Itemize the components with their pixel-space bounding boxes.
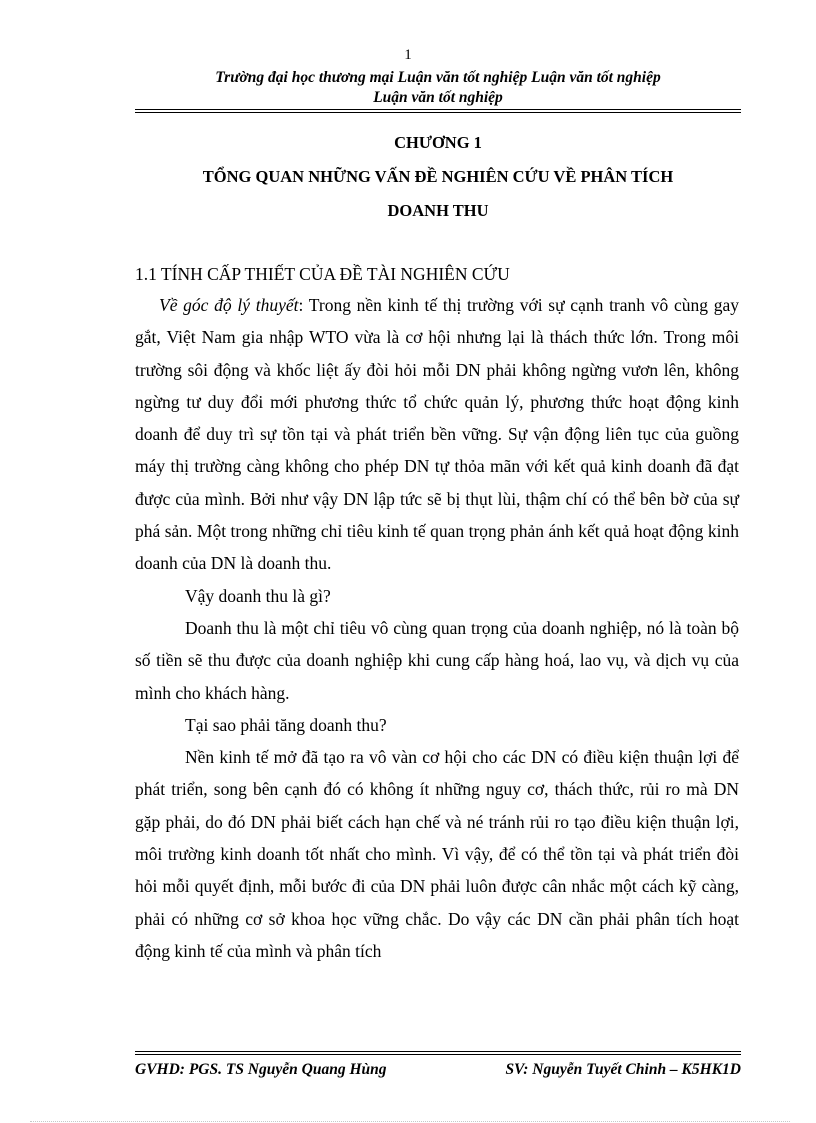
page-edge-divider xyxy=(30,1121,790,1122)
paragraph-1-lead: Về góc độ lý thuyết xyxy=(159,295,299,315)
body-text xyxy=(135,289,739,967)
paragraph-2: Vậy doanh thu là gì? xyxy=(185,585,331,606)
paragraph-5: Nền kinh tế mở đã tạo ra vô vàn cơ hội cho các DN có điều kiện thuận lợi để phát triển, song bên cạnh đó có không ít những nguy cơ, thách thức, rủi ro mà DN gặp phải, do đó DN phải biết cách hạn chế và né tránh rủi ro tạo điều kiện thuận lợi, môi trường kinh doanh tốt nhất cho mình. Vì vậy, để có thể tồn tại và phát triển đòi hỏi mỗi quyết định, mỗi bước đi của DN phải luôn được cân nhắc một cách kỹ càng, phải có những cơ sở khoa học vững chắc. Do vậy các DN cần phải phân tích hoạt động kinh tế của mình và phân tích xyxy=(135,747,739,961)
header-divider xyxy=(135,109,741,113)
running-header xyxy=(135,68,741,108)
chapter-title-line-2: DOANH THU xyxy=(387,201,489,220)
section-heading: 1.1 TÍNH CẤP THIẾT CỦA ĐỀ TÀI NGHIÊN CỨU xyxy=(135,264,510,284)
paragraph-4: Tại sao phải tăng doanh thu? xyxy=(185,714,387,735)
paragraph-1 xyxy=(135,289,739,580)
header-line-1: Trường đại học thương mại Luận văn tốt nghiệp Luận văn tốt nghiệp xyxy=(215,69,661,86)
footer-divider xyxy=(135,1051,741,1055)
header-line-2: Luận văn tốt nghiệp xyxy=(373,89,503,106)
paragraph-3: Doanh thu là một chỉ tiêu vô cùng quan trọng của doanh nghiệp, nó là toàn bộ số tiền sẽ thu được của doanh nghiệp khi cung cấp hàng hoá, lao vụ, và dịch vụ của mình cho khách hàng. xyxy=(135,617,739,703)
footer-advisor: GVHD: PGS. TS Nguyễn Quang Hùng xyxy=(135,1061,387,1078)
chapter-number: CHƯƠNG 1 xyxy=(394,133,482,152)
footer-student: SV: Nguyễn Tuyết Chinh – K5HK1D xyxy=(505,1061,741,1078)
paragraph-1-text: : Trong nền kinh tế thị trường với sự cạnh tranh vô cùng gay gắt, Việt Nam gia nhập WTO vừa là cơ hội nhưng lại là thách thức lớn. Trong môi trường sôi động và khốc liệt ấy đòi hỏi mỗi DN phải không ngừng vươn lên, không ngừng tư duy đổi mới phương thức tổ chức quản lý, phương thức hoạt động kinh doanh để duy trì sự tồn tại và phát triển bền vững. Sự vận động liên tục của guồng máy thị trường càng không cho phép DN tự thỏa mãn với kết quả kinh doanh đã đạt được của mình. Bởi như vậy DN lập tức sẽ bị thụt lùi, thậm chí có thể bên bờ của sự phá sản. Một trong những chỉ tiêu kinh tế quan trọng phản ánh kết quả hoạt động kinh doanh của DN là doanh thu. xyxy=(135,295,739,574)
page-number: 1 xyxy=(404,47,412,63)
chapter-title-line-1: TỔNG QUAN NHỮNG VẤN ĐỀ NGHIÊN CỨU VỀ PHÂN TÍCH xyxy=(202,167,674,186)
